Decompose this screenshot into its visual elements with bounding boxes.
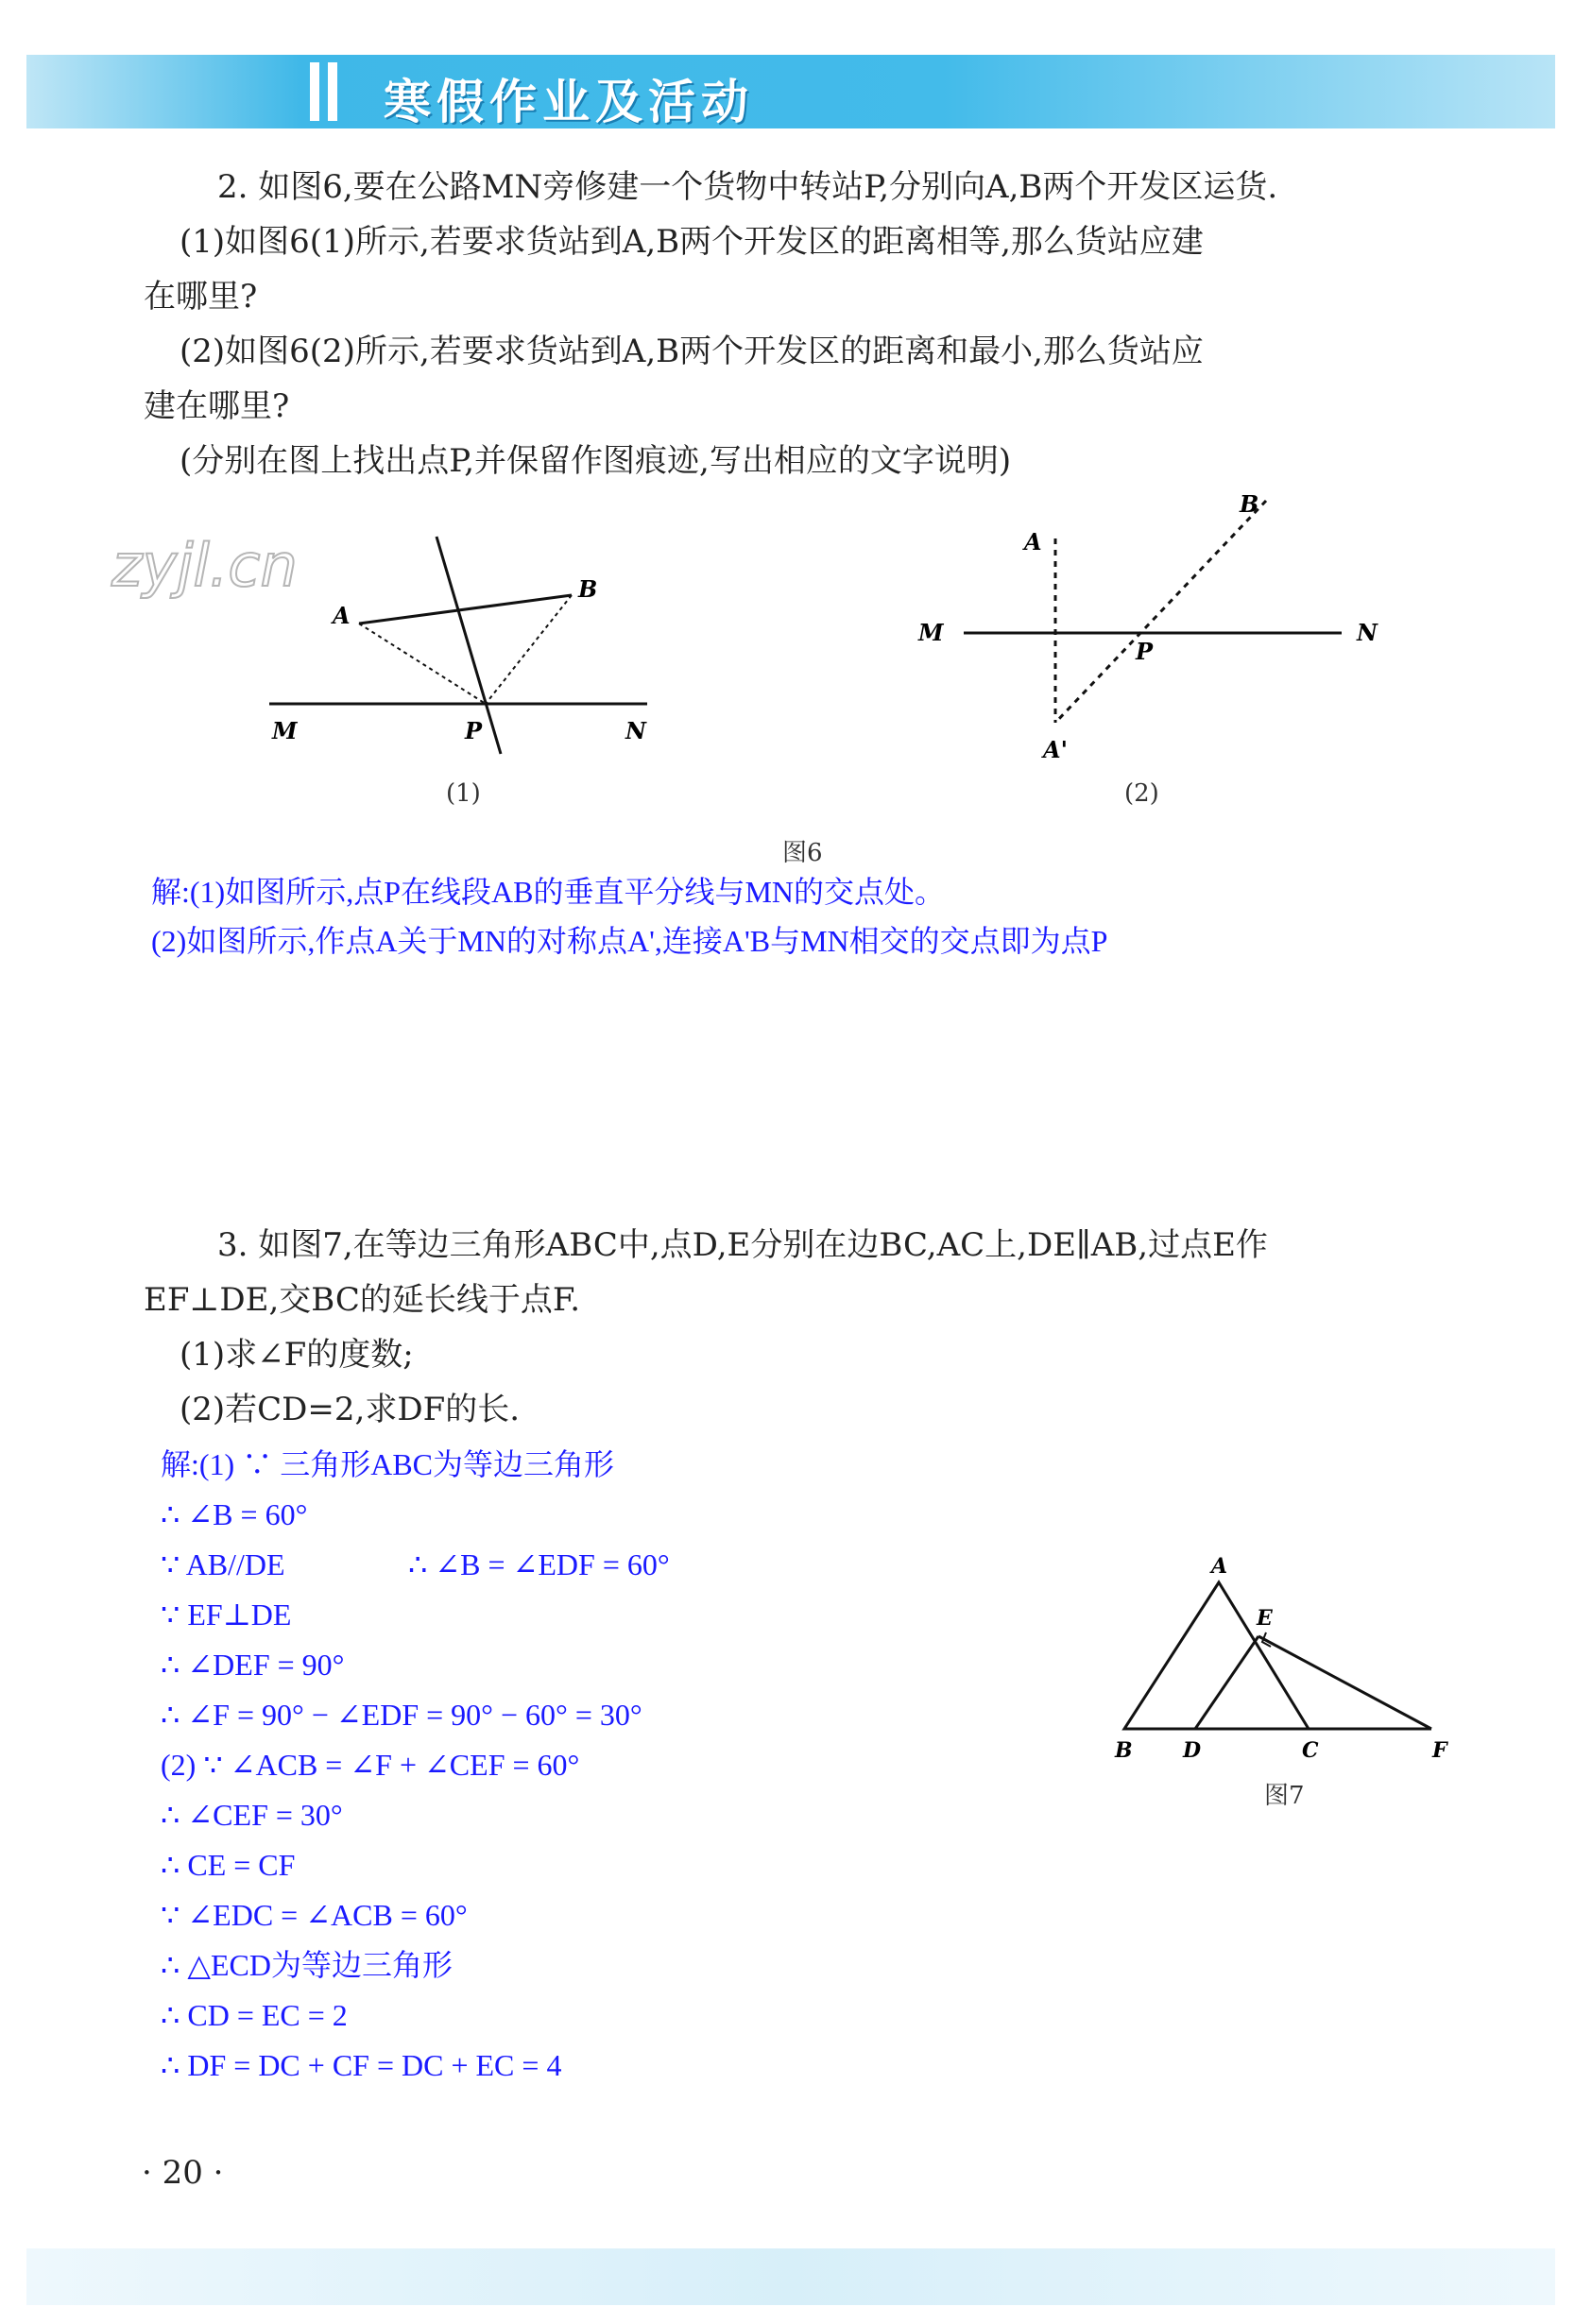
fig2-label-n: N xyxy=(1357,619,1378,646)
line-ab xyxy=(359,595,572,624)
q3-solution-line: ∴ CE = CF xyxy=(161,1848,296,1882)
q3-stem-line1: 3. 如图7,在等边三角形ABC中,点D,E分别在边BC,AC上,DE∥AB,过点E作 xyxy=(217,1226,1268,1264)
q3-solution-line: ∴ ∠CEF = 30° xyxy=(161,1798,343,1832)
fig6-2-caption: (2) xyxy=(1124,779,1159,808)
header-decor-bars xyxy=(310,62,337,121)
segment-de xyxy=(1195,1636,1258,1729)
q2-part1-line2: 在哪里? xyxy=(144,278,258,316)
page-number: · 20 · xyxy=(142,2154,224,2192)
header-band xyxy=(26,55,1555,128)
q2-stem: 2. 如图6,要在公路MN旁修建一个货物中转站P,分别向A,B两个开发区运货. xyxy=(217,168,1278,206)
fig2-label-aprime: A' xyxy=(1043,736,1068,763)
q3-solution-line: 解:(1) ∵ 三角形ABC为等边三角形 xyxy=(161,1447,615,1481)
segment-bp xyxy=(486,595,572,704)
figure-7 xyxy=(1105,1540,1483,1776)
fig2-label-b: B xyxy=(1240,490,1259,518)
q2-part2-line1: (2)如图6(2)所示,若要求货站到A,B两个开发区的距离和最小,那么货站应 xyxy=(180,333,1204,370)
fig1-label-b: B xyxy=(578,575,598,603)
q3-stem-line2: EF⊥DE,交BC的延长线于点F. xyxy=(144,1281,581,1319)
q3-solution-line: ∴ ∠DEF = 90° xyxy=(161,1648,345,1682)
fig2-label-m: M xyxy=(918,619,944,646)
figure-6-2 xyxy=(907,482,1398,765)
header-title: 寒假作业及活动 xyxy=(384,75,754,129)
q2-note: (分别在图上找出点P,并保留作图痕迹,写出相应的文字说明) xyxy=(180,442,1012,480)
fig2-label-p: P xyxy=(1136,638,1154,665)
fig7-label-e: E xyxy=(1257,1606,1273,1631)
q3-solution-line: ∵ EF⊥DE xyxy=(161,1598,292,1632)
fig1-label-n: N xyxy=(625,717,646,744)
q2-answer-2: (2)如图所示,作点A关于MN的对称点A',连接A'B与MN相交的交点即为点P xyxy=(151,924,1108,958)
figure-6-1 xyxy=(227,529,680,765)
fig1-label-p: P xyxy=(465,717,483,744)
fig1-label-a: A xyxy=(333,602,351,629)
q3-solution-line: (2) ∵ ∠ACB = ∠F + ∠CEF = 60° xyxy=(161,1748,580,1782)
fig7-label-c: C xyxy=(1302,1738,1319,1763)
q3-solution-line: ∴ ∠B = 60° xyxy=(161,1497,308,1531)
fig6-caption: 图6 xyxy=(782,839,823,867)
q3-solution-line: ∴ △ECD为等边三角形 xyxy=(161,1948,453,1982)
q3-part1: (1)求∠F的度数; xyxy=(180,1336,414,1374)
q2-answer-1: 解:(1)如图所示,点P在线段AB的垂直平分线与MN的交点处。 xyxy=(151,875,946,909)
q3-part2: (2)若CD=2,求DF的长. xyxy=(180,1391,521,1428)
q3-solution-line: ∵ AB//DE xyxy=(161,1547,285,1581)
fig7-caption: 图7 xyxy=(1264,1782,1305,1810)
segment-b-aprime xyxy=(1055,501,1266,723)
watermark: zyjl.cn xyxy=(111,531,298,600)
fig7-label-d: D xyxy=(1183,1738,1202,1763)
q3-solution-line: ∵ ∠EDC = ∠ACB = 60° xyxy=(161,1898,468,1932)
fig1-label-m: M xyxy=(272,717,298,744)
q3-solution-line: ∴ ∠F = 90° − ∠EDF = 90° − 60° = 30° xyxy=(161,1698,642,1732)
q3-solution-side: ∴ ∠B = ∠EDF = 60° xyxy=(408,1547,670,1581)
fig7-label-a: A xyxy=(1211,1554,1228,1579)
fig2-label-a: A xyxy=(1024,528,1042,555)
segment-ef xyxy=(1258,1636,1431,1729)
triangle-abc xyxy=(1124,1582,1309,1729)
fig7-label-b: B xyxy=(1115,1738,1133,1763)
q3-solution-line: ∴ DF = DC + CF = DC + EC = 4 xyxy=(161,2048,562,2082)
bottom-band xyxy=(26,2248,1555,2305)
q3-solution-line: ∴ CD = EC = 2 xyxy=(161,1998,348,2032)
fig7-label-f: F xyxy=(1432,1738,1447,1763)
q2-part2-line2: 建在哪里? xyxy=(144,387,290,425)
q2-part1-line1: (1)如图6(1)所示,若要求货站到A,B两个开发区的距离相等,那么货站应建 xyxy=(180,223,1204,261)
fig6-1-caption: (1) xyxy=(446,779,481,808)
